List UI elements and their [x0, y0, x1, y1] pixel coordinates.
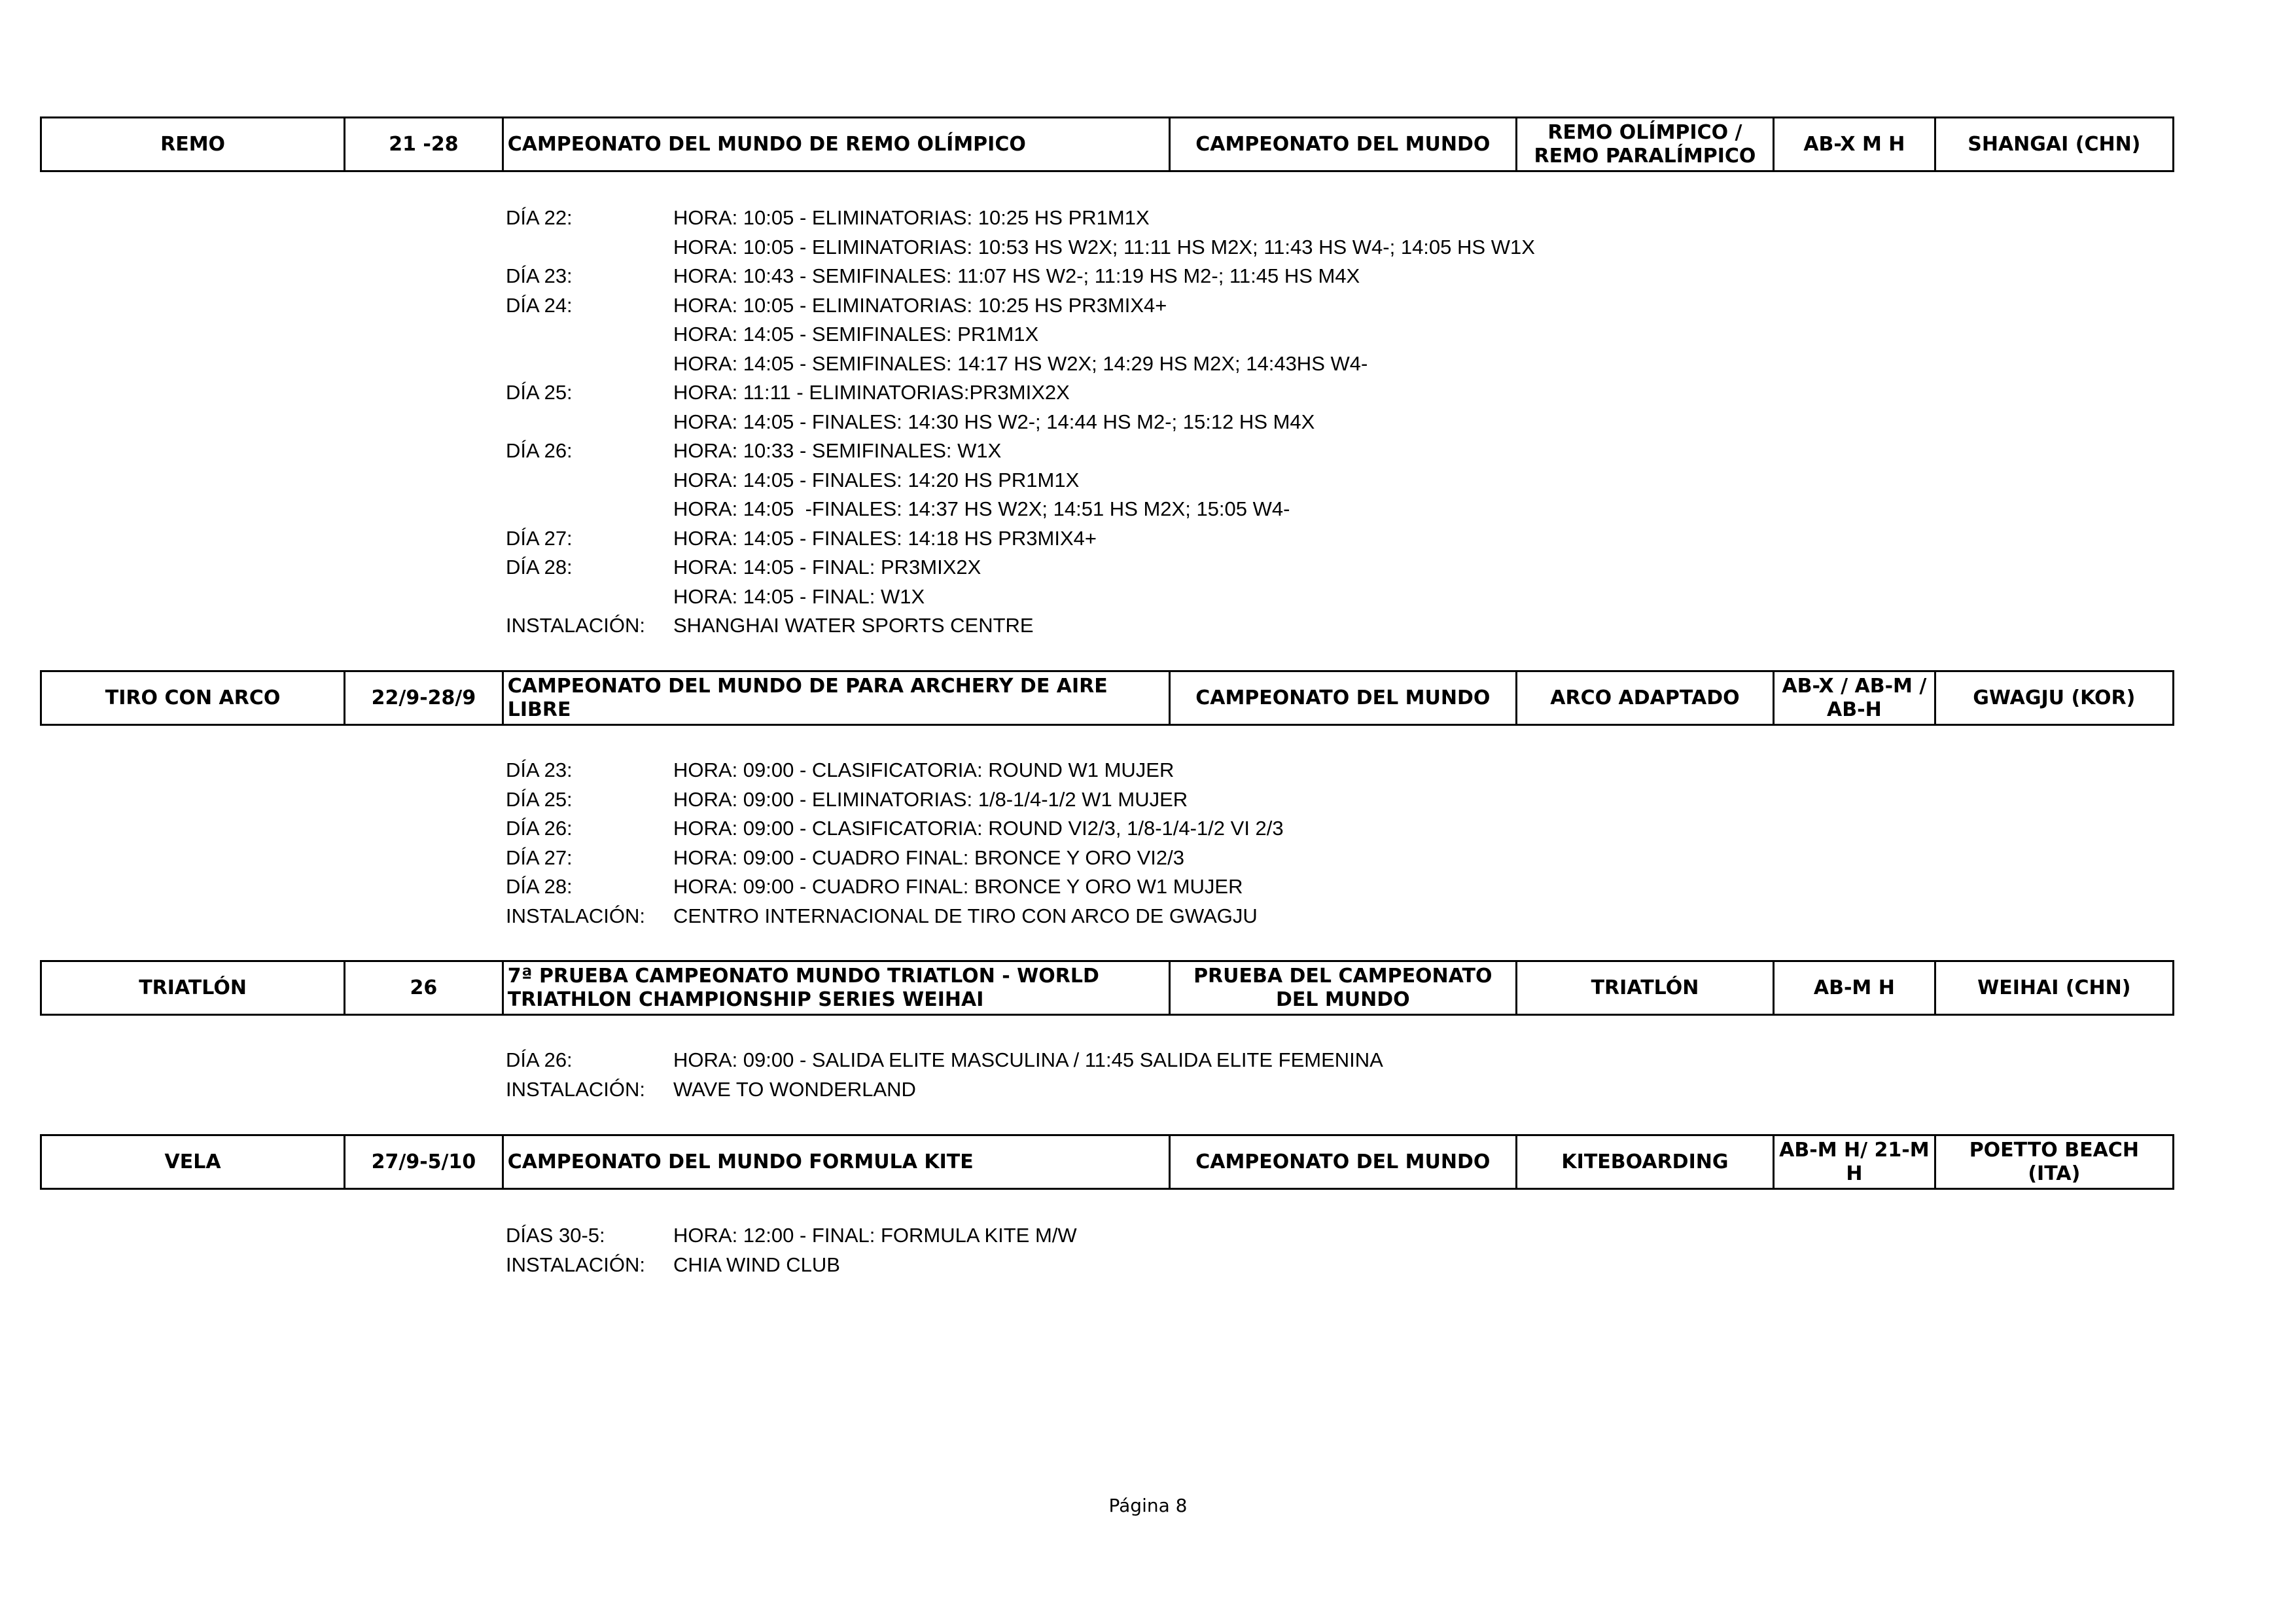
- schedule-day-label: DÍA 22:: [506, 206, 573, 229]
- schedule-day-label: DÍA 26:: [506, 1048, 573, 1071]
- event-class: AB-X M H: [1775, 118, 1936, 170]
- event-dates: 26: [345, 962, 504, 1014]
- event-sport: TRIATLÓN: [42, 962, 345, 1014]
- event-header-row: [40, 1134, 2174, 1190]
- event-name: CAMPEONATO DEL MUNDO DE PARA ARCHERY DE AIRE LIBRE: [504, 672, 1171, 724]
- schedule-day-label: INSTALACIÓN:: [506, 904, 646, 927]
- event-sport: TIRO CON ARCO: [42, 672, 345, 724]
- schedule-text: HORA: 11:11 - ELIMINATORIAS:PR3MIX2X: [673, 381, 1070, 404]
- event-class: AB-X / AB-M / AB-H: [1775, 672, 1936, 724]
- schedule-text: HORA: 09:00 - CLASIFICATORIA: ROUND VI2/3, 1/8-1/4-1/2 VI 2/3: [673, 817, 1284, 840]
- event-header-row: [40, 960, 2174, 1016]
- schedule-text: HORA: 14:05 - SEMIFINALES: 14:17 HS W2X; 14:29 HS M2X; 14:43HS W4-: [673, 351, 1368, 375]
- event-discipline: KITEBOARDING: [1517, 1136, 1775, 1188]
- schedule-day-label: DÍA 26:: [506, 439, 573, 462]
- event-name: CAMPEONATO DEL MUNDO FORMULA KITE: [504, 1136, 1171, 1188]
- event-location: WEIHAI (CHN): [1977, 976, 2131, 999]
- schedule-text: HORA: 10:33 - SEMIFINALES: W1X: [673, 439, 1002, 462]
- schedule-text: HORA: 10:05 - ELIMINATORIAS: 10:53 HS W2X; 11:11 HS M2X; 11:43 HS W4-; 14:05 HS W1X: [673, 235, 1535, 259]
- event-header-row: [40, 116, 2174, 172]
- event-category: PRUEBA DEL CAMPEONATO DEL MUNDO: [1171, 962, 1517, 1014]
- schedule-day-label: DÍA 26:: [506, 817, 573, 840]
- schedule-day-label: DÍA 23:: [506, 264, 573, 287]
- event-category: CAMPEONATO DEL MUNDO: [1171, 118, 1517, 170]
- schedule-text: HORA: 14:05 -FINALES: 14:37 HS W2X; 14:51 HS M2X; 15:05 W4-: [673, 497, 1290, 520]
- schedule-text: HORA: 12:00 - FINAL: FORMULA KITE M/W: [673, 1224, 1077, 1247]
- event-class: AB-M H: [1775, 962, 1936, 1014]
- event-dates: 21 -28: [345, 118, 504, 170]
- schedule-day-label: DÍA 24:: [506, 293, 573, 317]
- schedule-text: HORA: 09:00 - CUADRO FINAL: BRONCE Y ORO VI2/3: [673, 846, 1184, 869]
- schedule-day-label: DÍA 27:: [506, 526, 573, 550]
- schedule-day-label: DÍA 28:: [506, 875, 573, 898]
- event-class: AB-M H/ 21-M H: [1775, 1136, 1936, 1188]
- schedule-day-label: DÍA 25:: [506, 787, 573, 811]
- event-sport: VELA: [42, 1136, 345, 1188]
- event-discipline: ARCO ADAPTADO: [1517, 672, 1775, 724]
- event-name: CAMPEONATO DEL MUNDO DE REMO OLÍMPICO: [504, 118, 1171, 170]
- schedule-text: HORA: 09:00 - SALIDA ELITE MASCULINA / 11:45 SALIDA ELITE FEMENINA: [673, 1048, 1383, 1071]
- event-header-row: [40, 670, 2174, 726]
- schedule-day-label: INSTALACIÓN:: [506, 1253, 646, 1276]
- schedule-text: HORA: 14:05 - FINALES: 14:30 HS W2-; 14:44 HS M2-; 15:12 HS M4X: [673, 410, 1315, 433]
- page-number: Página 8: [1108, 1495, 1188, 1516]
- event-sport: REMO: [42, 118, 345, 170]
- event-location: GWAGJU (KOR): [1973, 686, 2136, 709]
- schedule-day-label: INSTALACIÓN:: [506, 1077, 646, 1101]
- event-discipline: REMO OLÍMPICO / REMO PARALÍMPICO: [1517, 118, 1775, 170]
- schedule-day-label: DÍA 27:: [506, 846, 573, 869]
- schedule-text: HORA: 14:05 - FINAL: PR3MIX2X: [673, 556, 981, 579]
- event-dates: 22/9-28/9: [345, 672, 504, 724]
- event-discipline: TRIATLÓN: [1517, 962, 1775, 1014]
- event-dates: 27/9-5/10: [345, 1136, 504, 1188]
- schedule-day-label: DÍA 23:: [506, 758, 573, 781]
- schedule-day-label: DÍAS 30-5:: [506, 1224, 605, 1247]
- schedule-text: CENTRO INTERNACIONAL DE TIRO CON ARCO DE GWAGJU: [673, 904, 1258, 927]
- event-name: 7ª PRUEBA CAMPEONATO MUNDO TRIATLON - WORLD TRIATHLON CHAMPIONSHIP SERIES WEIHAI: [504, 962, 1171, 1014]
- schedule-text: CHIA WIND CLUB: [673, 1253, 840, 1276]
- event-category: CAMPEONATO DEL MUNDO: [1171, 672, 1517, 724]
- schedule-text: WAVE TO WONDERLAND: [673, 1077, 916, 1101]
- schedule-text: HORA: 09:00 - CUADRO FINAL: BRONCE Y ORO W1 MUJER: [673, 875, 1243, 898]
- schedule-text: HORA: 14:05 - FINALES: 14:18 HS PR3MIX4+: [673, 526, 1097, 550]
- schedule-day-label: INSTALACIÓN:: [506, 614, 646, 637]
- schedule-text: HORA: 09:00 - ELIMINATORIAS: 1/8-1/4-1/2 W1 MUJER: [673, 787, 1188, 811]
- schedule-text: HORA: 14:05 - FINALES: 14:20 HS PR1M1X: [673, 468, 1080, 491]
- schedule-day-label: DÍA 25:: [506, 381, 573, 404]
- schedule-text: HORA: 10:05 - ELIMINATORIAS: 10:25 HS PR3MIX4+: [673, 293, 1167, 317]
- event-location: SHANGAI (CHN): [1968, 132, 2141, 156]
- event-category: CAMPEONATO DEL MUNDO: [1171, 1136, 1517, 1188]
- schedule-day-label: DÍA 28:: [506, 556, 573, 579]
- schedule-text: HORA: 10:05 - ELIMINATORIAS: 10:25 HS PR1M1X: [673, 206, 1150, 229]
- schedule-text: HORA: 14:05 - SEMIFINALES: PR1M1X: [673, 323, 1039, 346]
- schedule-text: HORA: 10:43 - SEMIFINALES: 11:07 HS W2-; 11:19 HS M2-; 11:45 HS M4X: [673, 264, 1360, 287]
- schedule-text: HORA: 14:05 - FINAL: W1X: [673, 584, 925, 608]
- schedule-text: SHANGHAI WATER SPORTS CENTRE: [673, 614, 1034, 637]
- event-location: POETTO BEACH (ITA): [1969, 1138, 2139, 1185]
- schedule-text: HORA: 09:00 - CLASIFICATORIA: ROUND W1 MUJER: [673, 758, 1174, 781]
